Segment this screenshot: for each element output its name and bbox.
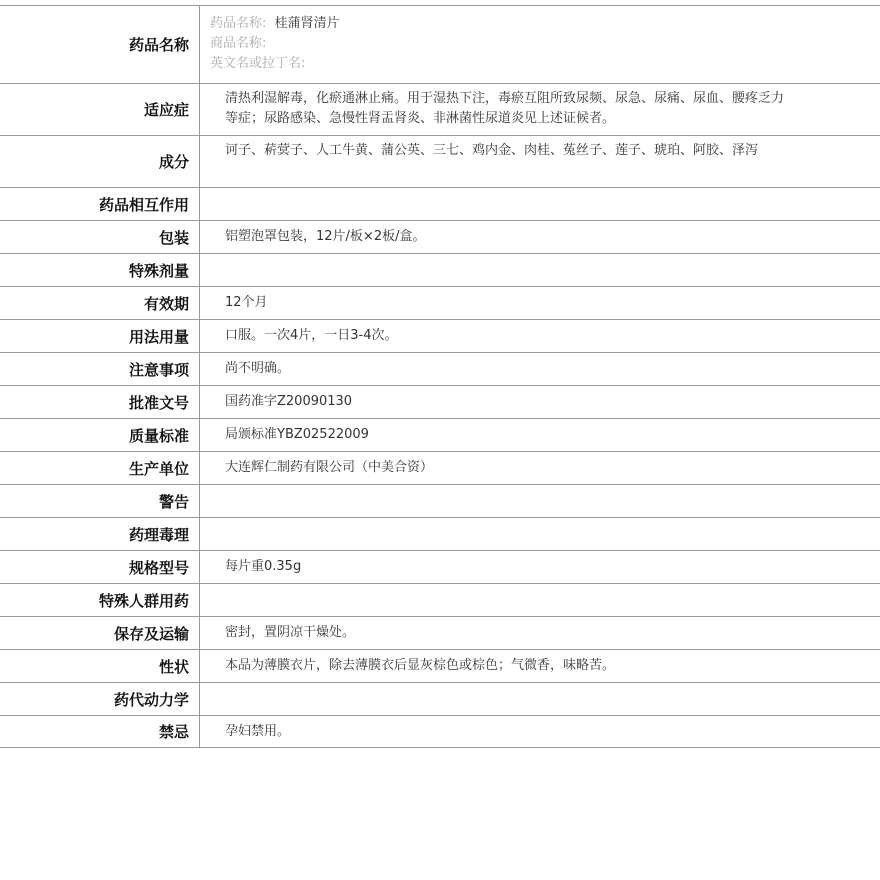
row-label: 特殊人群用药 <box>0 584 200 616</box>
generic-name-line <box>210 14 788 34</box>
row-packaging <box>0 220 880 253</box>
row-approval-number <box>0 385 880 418</box>
row-description <box>0 649 880 682</box>
row-drug-name <box>0 5 880 83</box>
row-pharmacology <box>0 517 880 550</box>
row-value: 口服。一次4片，一日3-4次。 <box>225 328 398 343</box>
row-label: 禁忌 <box>0 716 200 747</box>
row-value: 12个月 <box>225 295 268 310</box>
row-label: 药代动力学 <box>0 683 200 715</box>
row-storage <box>0 616 880 649</box>
row-value: 密封，置阴凉干燥处。 <box>225 625 356 640</box>
row-expiry <box>0 286 880 319</box>
row-value: 孕妇禁用。 <box>225 723 291 739</box>
row-label: 注意事项 <box>0 353 200 385</box>
row-contraindications <box>0 715 880 748</box>
row-value <box>200 485 880 517</box>
row-ingredients <box>0 135 880 187</box>
row-quality-standard <box>0 418 880 451</box>
trade-name-key: 商品名称: <box>210 36 267 51</box>
row-dosage <box>0 319 880 352</box>
row-value <box>200 683 880 715</box>
row-value <box>200 584 880 616</box>
row-label: 特殊剂量 <box>0 254 200 286</box>
row-label: 药品名称 <box>0 6 200 83</box>
generic-name-key: 药品名称: <box>210 16 267 31</box>
row-value: 每片重0.35g <box>225 559 302 574</box>
row-interactions <box>0 187 880 220</box>
english-name-line <box>210 54 788 74</box>
row-label: 包装 <box>0 221 200 253</box>
row-value <box>200 518 880 550</box>
row-label: 适应症 <box>0 84 200 135</box>
row-value: 铝塑泡罩包装，12片/板×2板/盒。 <box>225 229 426 244</box>
row-label: 质量标准 <box>0 419 200 451</box>
row-pharmacokinetics <box>0 682 880 715</box>
row-value: 大连辉仁制药有限公司（中美合资） <box>225 460 434 475</box>
row-value: 本品为薄膜衣片，除去薄膜衣后显灰棕色或棕色；气微香，味略苦。 <box>225 658 616 673</box>
row-special-dosage <box>0 253 880 286</box>
row-value: 局颁标准YBZ02522009 <box>225 427 369 442</box>
row-label: 保存及运输 <box>0 617 200 649</box>
row-label: 警告 <box>0 485 200 517</box>
row-precautions <box>0 352 880 385</box>
drug-info-table <box>0 5 880 748</box>
row-manufacturer <box>0 451 880 484</box>
row-value: 国药准字Z20090130 <box>225 394 353 409</box>
row-label: 药理毒理 <box>0 518 200 550</box>
trade-name-line <box>210 34 788 54</box>
row-value: 尚不明确。 <box>225 361 291 376</box>
drug-name-values <box>200 6 880 83</box>
row-special-populations <box>0 583 880 616</box>
row-label: 规格型号 <box>0 551 200 583</box>
english-name-key: 英文名或拉丁名: <box>210 56 306 71</box>
row-specification <box>0 550 880 583</box>
row-value <box>200 254 880 286</box>
row-warning <box>0 484 880 517</box>
row-label: 批准文号 <box>0 386 200 418</box>
row-value: 诃子、菥蓂子、人工牛黄、蒲公英、三七、鸡内金、肉桂、菟丝子、莲子、琥珀、阿胶、泽泻 <box>225 143 759 158</box>
row-label: 性状 <box>0 650 200 682</box>
row-label: 用法用量 <box>0 320 200 352</box>
row-value: 清热利湿解毒，化瘀通淋止痛。用于湿热下注，毒瘀互阻所致尿频、尿急、尿痛、尿血、腰疼乏力等症；尿路感染、急慢性肾盂肾炎、非淋菌性尿道炎见上述证候者。 <box>225 91 785 126</box>
row-label: 有效期 <box>0 287 200 319</box>
row-label: 成分 <box>0 136 200 187</box>
row-label: 生产单位 <box>0 452 200 484</box>
row-value <box>200 188 880 220</box>
row-label: 药品相互作用 <box>0 188 200 220</box>
row-indications <box>0 83 880 135</box>
generic-name-value: 桂蒲肾清片 <box>274 16 340 31</box>
